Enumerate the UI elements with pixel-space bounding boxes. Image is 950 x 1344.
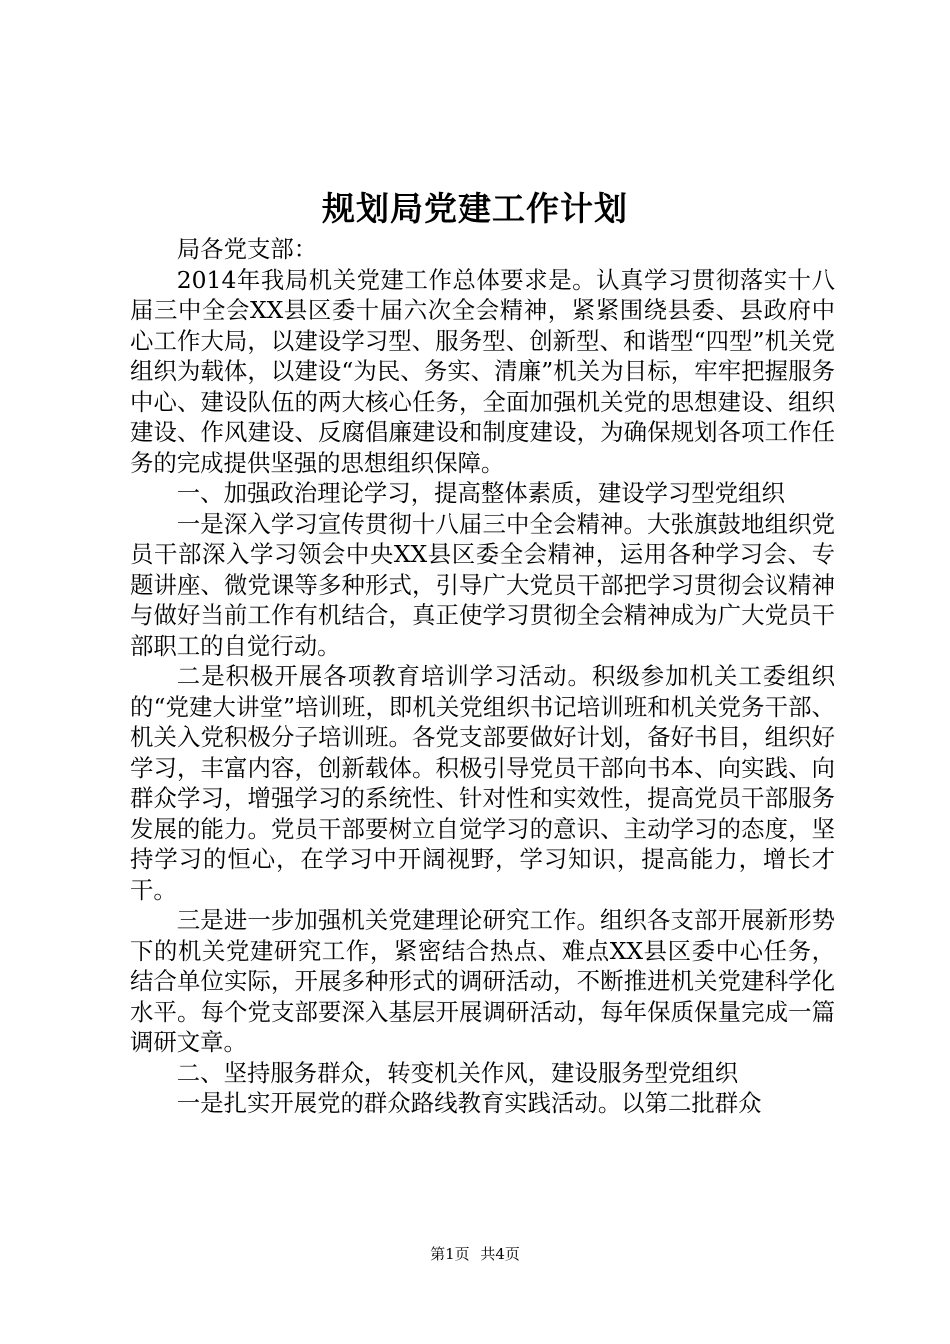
section-heading-2: 二、坚持服务群众，转变机关作风，建设服务型党组织 — [176, 1058, 739, 1087]
paragraph-1-1: 一是深入学习宣传贯彻十八届三中全会精神。大张旗鼓地组织党员干部深入学习领会中央XX县区委全会精神，运用各种学习会、专题讲座、微党课等多种形式，引导广大党员干部把学习贯彻会议精神与做好当前工作有机结合，真正使学习贯彻全会精神成为广大党员干部职工的自觉行动。 — [130, 509, 835, 660]
paragraph-1-2: 二是积极开展各项教育培训学习活动。积级参加机关工委组织的“党建大讲堂”培训班，即机关党组织书记培训班和机关党务干部、机关入党积极分子培训班。各党支部要做好计划，备好书目，组织好学习，丰富内容，创新载体。积极引导党员干部向书本、向实践、向群众学习，增强学习的系统性、针对性和实效性，提高党员干部服务发展的能力。党员干部要树立自觉学习的意识、主动学习的态度，坚持学习的恒心，在学习中开阔视野，学习知识，提高能力，增长才干。 — [130, 662, 835, 904]
page-number: 第1页 — [430, 1245, 470, 1263]
salutation: 局各党支部： — [176, 235, 318, 263]
paragraph-1-3: 三是进一步加强机关党建理论研究工作。组织各支部开展新形势下的机关党建研究工作，紧密结合热点、难点XX县区委中心任务，结合单位实际，开展多种形式的调研活动，不断推进机关党建科学化水平。每个党支部要深入基层开展调研活动，每年保质保量完成一篇调研文章。 — [130, 906, 835, 1056]
document-body — [130, 234, 835, 1119]
document-title: 规划局党建工作计划 — [322, 189, 628, 228]
paragraph-2-1: 一是扎实开展党的群众路线教育实践活动。以第二批群众 — [176, 1089, 762, 1117]
paragraph-overview: 2014年我局机关党建工作总体要求是。认真学习贯彻落实十八届三中全会XX县区委十届六次全会精神，紧紧围绕县委、县政府中心工作大局，以建设学习型、服务型、创新型、和谐型“四型”机关党组织为载体，以建设“为民、务实、清廉”机关为目标，牢牢把握服务中心、建设队伍的两大核心任务，全面加强机关党的思想建设、组织建设、作风建设、反腐倡廉建设和制度建设，为确保规划各项工作任务的完成提供坚强的思想组织保障。 — [130, 265, 835, 477]
section-heading-1: 一、加强政治理论学习，提高整体素质，建设学习型党组织 — [176, 479, 785, 507]
page-footer — [0, 1244, 950, 1264]
page-total: 共4页 — [480, 1245, 520, 1263]
